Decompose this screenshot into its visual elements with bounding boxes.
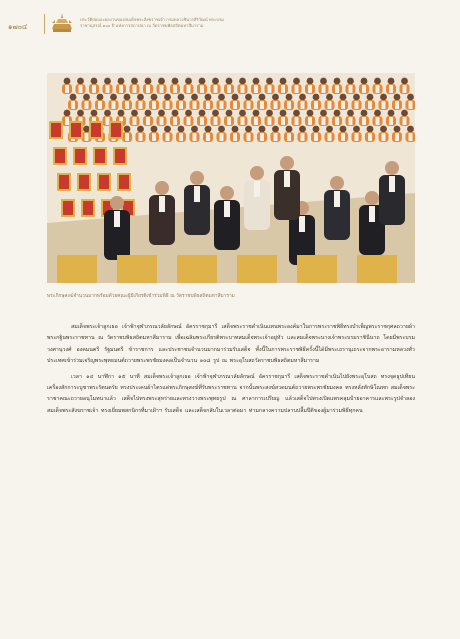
front-chair: [237, 255, 277, 283]
chair: [117, 173, 131, 191]
chair: [89, 121, 103, 139]
chair: [53, 147, 67, 165]
chair: [113, 147, 127, 165]
header-title: ประวัติย่อและผลงานของสมเด็จพระสังฆราชเจ้า กรมหลวงชินวรสิริวัฒน์ พระบรมราชานุสรณ์ ๑๐๐ ปี แห่งการสถาปนา ณ วัดราชบพิธสถิตมหาสีมาราม: [80, 17, 224, 28]
event-photo: [47, 73, 415, 283]
page-header: [0, 0, 460, 42]
photo-caption: พระภิกษุสงฆ์จำนวนมากพร้อมด้วยคณะผู้มีเกียรติเข้าร่วมพิธี ณ วัดราชบพิธสถิตมหาสีมาราม: [47, 294, 235, 299]
temple-emblem-icon: [50, 12, 74, 34]
page-number: ๑๗๐๔: [8, 23, 28, 31]
paragraph-1: สมเด็จพระเจ้าลูกเธอ เจ้าฟ้าจุฬาภรณวลัยลักษณ์ อัครราชกุมารี เสด็จพระราชดำเนินแทนพระองค์มาในการพระราชพิธีทรงบำเพ็ญพระราชกุศลถวายผ้าพระกฐินพระราชทาน ณ วัดราชบพิธสถิตมหาสีมาราม เพื่อเฉลิมพระเกียรติพระบาทสมเด็จพระเจ้าอยู่หัว และสมเด็จพระนางเจ้าพระบรมราชินีนาถ โดยมีพระบรมวงศานุวงศ์ องคมนตรี รัฐมนตรี ข้าราชการ และประชาชนจำนวนมากมาร่วมรับเสด็จ ทั้งนี้ในการพระราชพิธีครั้งนี้ได้มีพระเถรานุเถระจากพระอารามหลวงทั่วประเทศเข้าร่วมเจริญพระพุทธมนต์ถวายพระพรชัยมงคลเป็นจำนวน ๑๐๘ รูป ณ พระอุโบสถวัดราชบพิธสถิตมหาสีมาราม: [47, 324, 415, 365]
paragraph-2: เวลา ๑๔ นาฬิกา ๑๕ นาที สมเด็จพระเจ้าลูกเธอ เจ้าฟ้าจุฬาภรณวลัยลักษณ์ อัครราชกุมารี เสด็จพระราชดำเนินไปยังพระอุโบสถ ทรงจุดธูปเทียนเครื่องสักการะบูชาพระรัตนตรัย ทรงประเคนผ้าไตรแด่พระภิกษุสงฆ์ที่รับพระราชทาน จากนั้นพระสงฆ์สวดมนต์ถวายพระพรชัยมงคล ทรงหลั่งทักษิโณทก สมเด็จพระราชาคณะถวายอนุโมทนาแล้ว เสด็จไปทรงพระสุหร่ายและทรงวางพระพุทธรูป ณ ศาลาการเปรียญ แล้วเสด็จไปทรงเปิดแพรคลุมป้ายอาคารและพระรูปจำลองสมเด็จพระสังฆราชเจ้า ทรงเยี่ยมพสกนิกรที่มาเฝ้าฯ รับเสด็จ และเสด็จกลับในเวลาต่อมา ท่ามกลางความปลาบปลื้มปีติของผู้มาร่วมพิธีทุกคน: [47, 373, 415, 414]
front-chair: [177, 255, 217, 283]
chair: [73, 147, 87, 165]
chair: [81, 199, 95, 217]
chair: [77, 173, 91, 191]
front-chair: [357, 255, 397, 283]
front-chair: [57, 255, 97, 283]
chair: [69, 121, 83, 139]
chair: [57, 173, 71, 191]
chair: [49, 121, 63, 139]
chair: [61, 199, 75, 217]
chair: [93, 147, 107, 165]
chair: [97, 173, 111, 191]
front-chair: [117, 255, 157, 283]
chair: [109, 121, 123, 139]
article-body: [47, 322, 415, 421]
header-divider: [44, 14, 45, 34]
front-chair: [297, 255, 337, 283]
